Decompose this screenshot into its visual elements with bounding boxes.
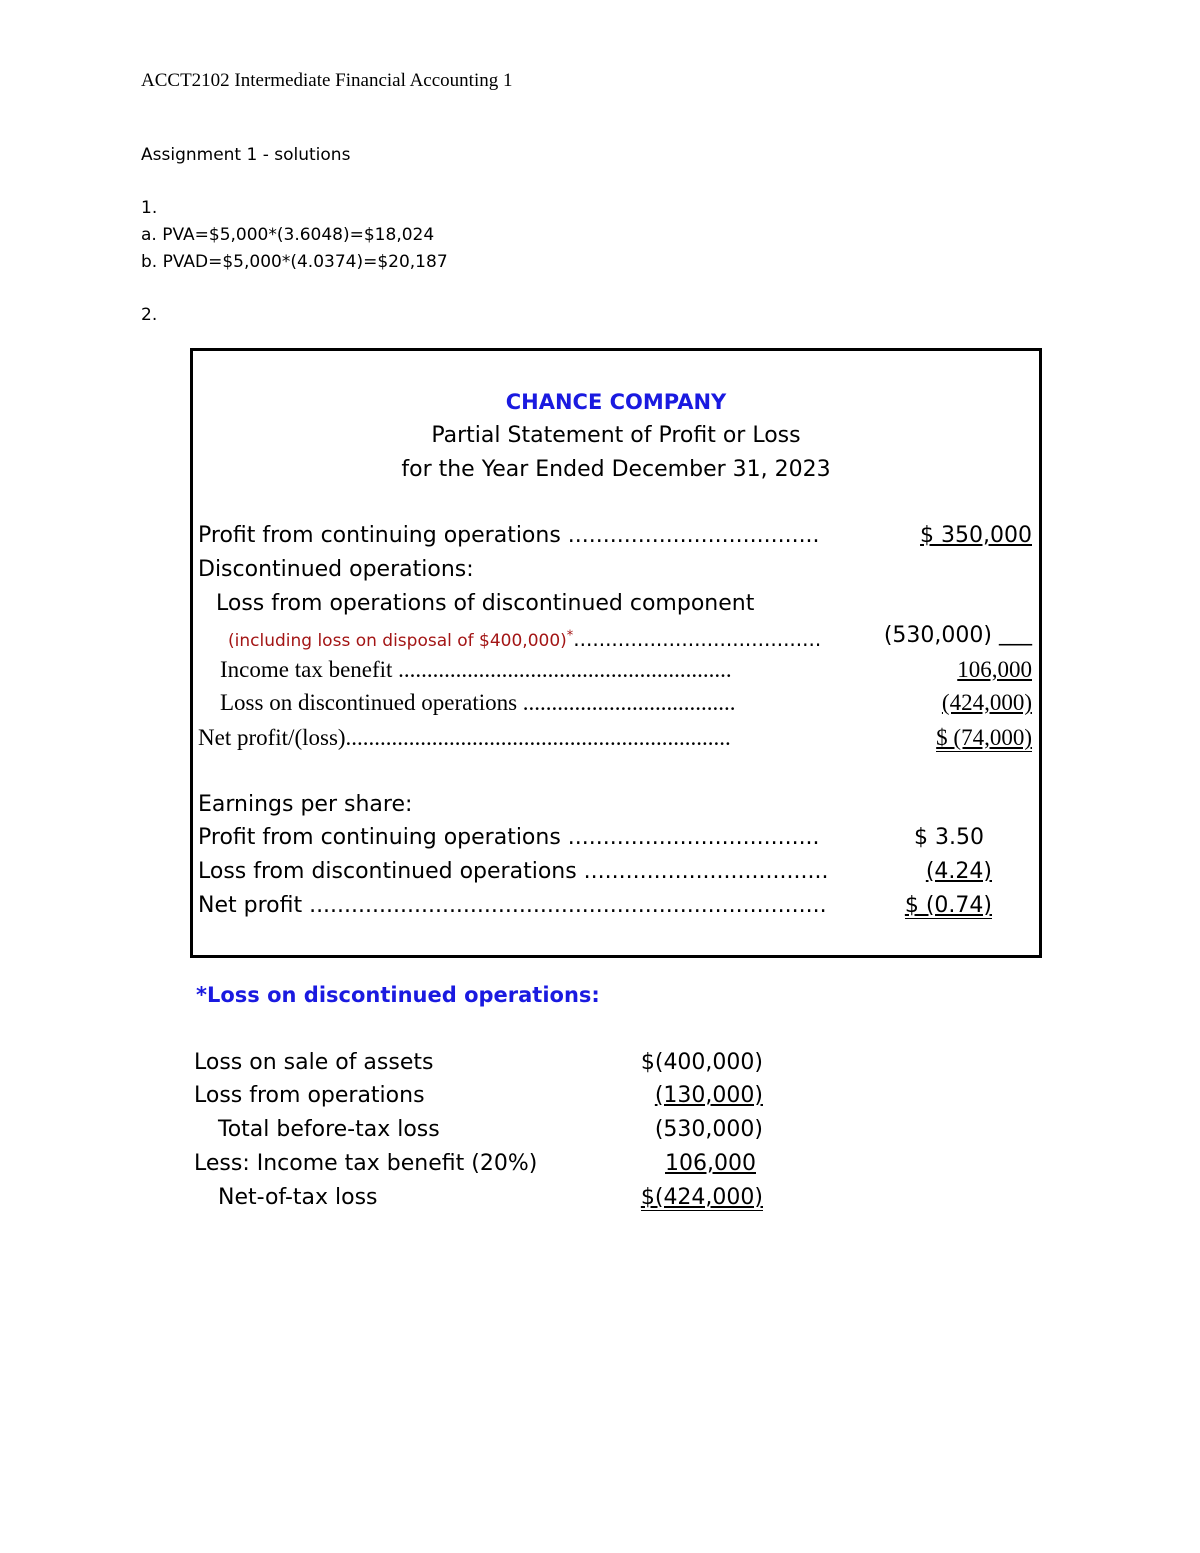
row-income-tax-benefit-value: 106,000 [957, 657, 1032, 682]
row-loss-ops-component: Loss from operations of discontinued component [216, 591, 755, 616]
question-2-number: 2. [141, 305, 158, 325]
row-loss-discontinued-value: (424,000) [941, 690, 1032, 715]
footnote-row-value: $(424,000) [640, 1185, 763, 1210]
row-including-loss-value: (530,000) [883, 623, 992, 648]
eps-net-profit-value: $ (0.74) [904, 893, 992, 918]
footnote-row-value: 106,000 [665, 1151, 756, 1176]
footnote-row-value: (530,000) [654, 1117, 763, 1142]
eps-profit-continuing-value: $ 3.50 [914, 825, 984, 850]
footnote-row-value: (130,000) [654, 1083, 763, 1108]
row-profit-continuing-value: $ 350,000 [920, 523, 1032, 548]
company-title: CHANCE COMPANY [505, 390, 727, 414]
footnote-star: * [566, 628, 574, 644]
question-1-number: 1. [141, 198, 158, 218]
row-income-tax-benefit-label: Income tax benefit .......................................................... [220, 657, 732, 682]
footnote-title: *Loss on discontinued operations: [196, 983, 600, 1007]
eps-net-profit-label: Net profit .......................................................................... [198, 893, 827, 918]
footnote-row-label: Loss on sale of assets [194, 1050, 434, 1075]
footnote-row-label: Total before-tax loss [218, 1117, 440, 1142]
footnote-row-label: Loss from operations [194, 1083, 425, 1108]
row-including-loss-label: (including loss on disposal of $400,000)*....................................... [228, 627, 822, 651]
eps-loss-discontinued-value: (4.24) [925, 859, 992, 884]
question-1b: b. PVAD=$5,000*(4.0374)=$20,187 [141, 252, 448, 272]
document-header: ACCT2102 Intermediate Financial Accounting 1 [141, 70, 513, 91]
assignment-title: Assignment 1 - solutions [141, 145, 351, 165]
row-loss-discontinued-label: Loss on discontinued operations ..................................... [220, 690, 736, 715]
eps-header: Earnings per share: [198, 792, 413, 817]
eps-loss-discontinued-label: Loss from discontinued operations ................................... [198, 859, 829, 884]
footnote-row-label: Net-of-tax loss [218, 1185, 378, 1210]
eps-profit-continuing-label: Profit from continuing operations .................................... [198, 825, 820, 850]
row-including-loss-trail: ___ [999, 621, 1032, 646]
row-net-profit-loss-label: Net profit/(loss)................................................................... [198, 725, 731, 750]
footnote-row-value: $(400,000) [640, 1050, 763, 1075]
including-loss-note: (including loss on disposal of $400,000) [228, 631, 567, 651]
statement-subtitle: Partial Statement of Profit or Loss [431, 423, 801, 448]
row-profit-continuing-label: Profit from continuing operations .................................... [198, 523, 820, 548]
row-discontinued-header: Discontinued operations: [198, 557, 474, 582]
question-1a: a. PVA=$5,000*(3.6048)=$18,024 [141, 225, 435, 245]
statement-period: for the Year Ended December 31, 2023 [401, 457, 831, 482]
footnote-row-label: Less: Income tax benefit (20%) [194, 1151, 538, 1176]
row-net-profit-loss-value: $ (74,000) [936, 725, 1032, 750]
